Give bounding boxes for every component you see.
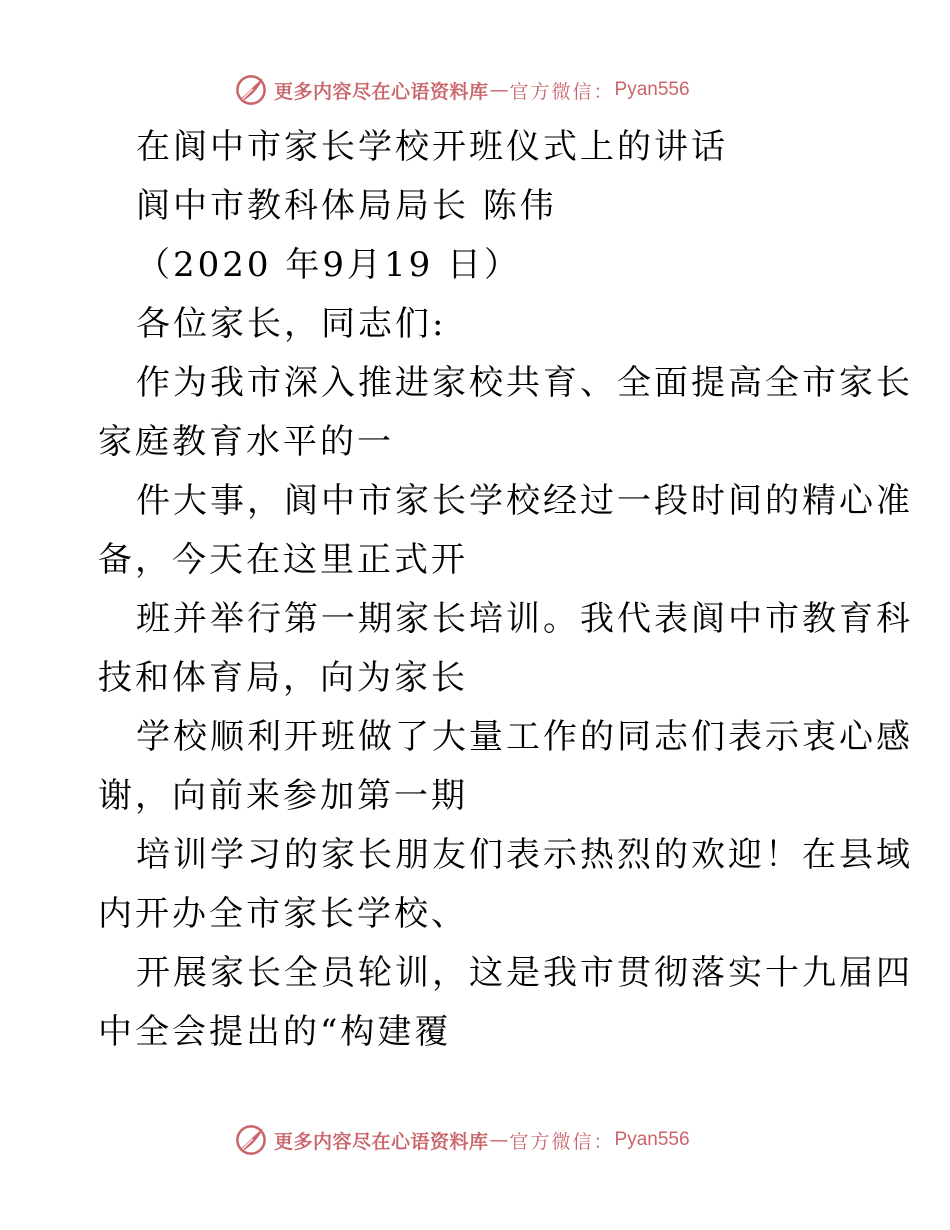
paragraph-line: 谢，向前来参加第一期 [98,776,468,816]
header-watermark [234,72,690,108]
paragraph-line: 中全会提出的“构建覆 [98,1012,452,1052]
paragraph-line: 班并举行第一期家长培训。我代表阆中市教育科 [136,599,913,639]
paragraph-line: 培训学习的家长朋友们表示热烈的欢迎！在县域 [136,835,913,875]
watermark-label: 官方微信： [509,80,615,103]
document-date: （2020 年9月19 日） [136,245,522,285]
watermark-main-text: 更多内容尽在心语资料库 [274,1130,489,1153]
quill-logo-icon [234,73,268,107]
watermark-id: Pyan556 [614,1129,690,1150]
paragraph-line: 作为我市深入推进家校共育、全面提高全市家长 [136,363,913,403]
paragraph-line: 学校顺利开班做了大量工作的同志们表示衷心感 [136,717,913,757]
watermark-separator: — [489,79,509,101]
paragraph-line: 家庭教育水平的一 [98,422,394,462]
paragraph-line: 件大事，阆中市家长学校经过一段时间的精心准 [136,481,913,521]
paragraph-line: 内开办全市家长学校、 [98,894,468,934]
paragraph-line: 开展家长全员轮训，这是我市贯彻落实十九届四 [136,953,913,993]
watermark-separator: — [489,1129,509,1151]
watermark-id: Pyan556 [614,79,690,100]
quill-logo-icon [234,1123,268,1157]
watermark-label: 官方微信： [509,1130,615,1153]
footer-watermark [234,1122,690,1158]
paragraph-line: 备，今天在这里正式开 [98,540,468,580]
document-title: 在阆中市家长学校开班仪式上的讲话 [136,127,728,167]
document-salutation: 各位家长，同志们: [136,304,447,344]
paragraph-line: 技和体育局，向为家长 [98,658,468,698]
document-speaker: 阆中市教科体局局长 陈伟 [136,186,557,226]
watermark-main-text: 更多内容尽在心语资料库 [274,80,489,103]
